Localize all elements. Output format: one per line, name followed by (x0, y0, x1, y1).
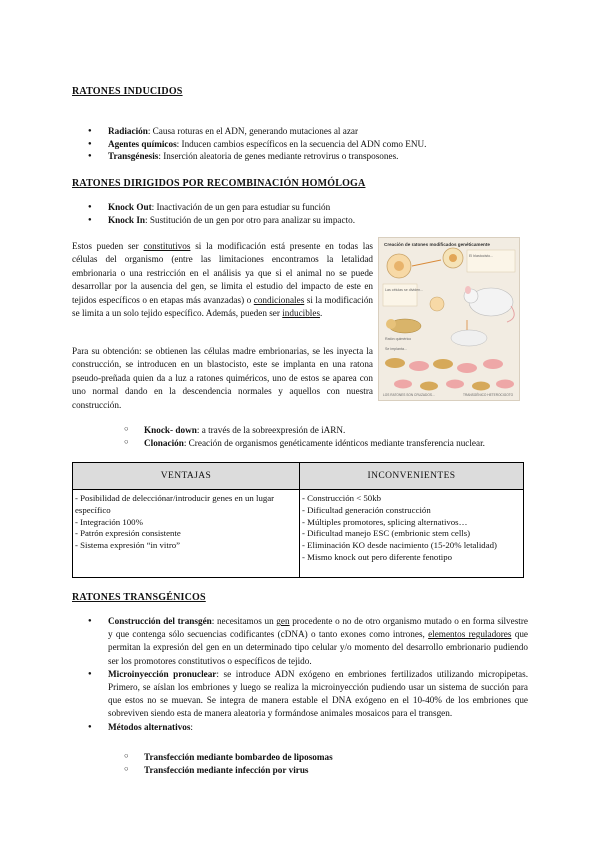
section-title-ratones-inducidos: RATONES INDUCIDOS (72, 86, 183, 97)
list-item: ● Microinyección pronuclear: se introduce ADN exógeno en embriones fertilizados utilizando micropipetas. Primero, se aíslan los embriones y luego se realiza la microinyección pudiendo usar un sistema de succión para que estos no se muevan. Se integra de manera estable el DNA exógeno en el 10-40% de los embriones que sobreviven siendo esta de manera aleatoria y formándose animales mosaicos para el transgen. (72, 668, 528, 721)
list-item: ○ Transfección mediante bombardeo de liposomas (72, 751, 532, 764)
table-cell-line: - Múltiples promotores, splicing alternativos… (302, 516, 468, 527)
list-item: ● Construcción del transgén: necesitamos un gen procedente o no de otro organismo mutado o en forma silvestre y que contenga sólo secuencias codificantes (cDNA) o tanto exones como intrones, elementos reguladores que permitan la expresión del gen en un determinado tipo celular y/o momento del desarrollo embrionario pudiendo ser los promotores constitutivos o específicos de tejido. (72, 615, 528, 668)
section-title-ratones-transgenicos: RATONES TRANSGÉNICOS (72, 592, 206, 603)
list-item: ● Radiación: Causa roturas en el ADN, generando mutaciones al azar (72, 125, 532, 138)
table-cell-line: - Integración 100% (75, 516, 143, 527)
list-item: ● Transgénesis: Inserción aleatoria de genes mediante retrovirus o transposones. (72, 150, 532, 163)
figure-label: Se implanta... (385, 347, 407, 351)
paragraph-obtencion: Para su obtención: se obtienen las células madre embrionarias, se les inyecta la construcción, se introducen en un blastocisto, este se implanta en una ratona pseudo-preñada quien da a luz a ratones quiméricos, uno de estos se aparea con uno normal dando en la descendencia normales y aquellos con nuestra construcción. (72, 346, 373, 410)
figure-caption-right: TRANSGÉNICO HETEROCIGOTO (463, 393, 514, 397)
ventajas-cell (73, 490, 300, 578)
table-cell-line: - Eliminación KO desde nacimiento (15-20% letalidad) (302, 540, 497, 551)
table-header-ventajas: VENTAJAS (73, 463, 300, 490)
list-item: ○ Knock- down: a través de la sobreexpresión de iARN. (72, 424, 532, 437)
list-item: ● Métodos alternativos: (72, 721, 528, 734)
figure-illustration (379, 238, 519, 400)
inducidos-list (72, 125, 532, 163)
table-cell-line: - Construcción < 50kb (302, 493, 381, 503)
section-title-recombinacion-homologa: RATONES DIRIGIDOS POR RECOMBINACIÓN HOMÓLOGA (72, 178, 366, 189)
list-item: ● Knock Out: Inactivación de un gen para estudiar su función (72, 201, 532, 214)
figure-mouse-creation (378, 237, 520, 401)
table-cell-line: - Mismo knock out pero diferente fenotipo (302, 551, 452, 562)
inconvenientes-cell (300, 490, 524, 578)
transgenicos-sublist (72, 751, 532, 776)
ventajas-inconvenientes-table (72, 462, 524, 578)
list-item: ● Knock In: Sustitución de un gen por otro para analizar su impacto. (72, 214, 532, 227)
transgenicos-list (72, 615, 528, 734)
table-cell-line: - Dificultad manejo ESC (embrionic stem cells) (302, 528, 471, 539)
figure-label: El blastocisto... (469, 254, 494, 258)
table-cell-line: - Posibilidad de delecciónar/introducir genes en un lugar específico (75, 493, 275, 515)
paragraph-tipos: Estos pueden ser constitutivos si la modificación está presente en todas las células del organismo (entre las limitaciones encontramos la letalidad embrionaria o una restricción en el análisis ya que si el animal no se puede desarrollar por la ausencia del gen, se limita el estudio del impacto de este en tejidos específicos o en etapas más avanzadas) o condicionales si la modificación se limita a un solo tejido específico. Además, pueden ser inducibles. (72, 241, 374, 319)
table-cell-line: - Dificultad generación construcción (302, 504, 431, 515)
figure-caption-left: LOS RATONES SON CRUZADOS... (383, 393, 435, 397)
list-item: ○ Transfección mediante infección por virus (72, 764, 532, 777)
list-item: ● Agentes químicos: Inducen cambios específicos en la secuencia del ADN como ENU. (72, 138, 532, 151)
list-item: ○ Clonación: Creación de organismos genéticamente idénticos mediante transferencia nuclear. (72, 437, 532, 450)
recombinacion-sublist (72, 424, 532, 449)
table-cell-line: - Patrón expresión consistente (75, 528, 181, 539)
recombinacion-list (72, 201, 532, 226)
table-header-inconvenientes: INCONVENIENTES (300, 463, 524, 490)
figure-label: Las células se dividen... (385, 288, 424, 292)
figure-title: Creación de ratones modificados genéticamente (384, 242, 490, 247)
figure-label: Ratón quimérico (385, 337, 412, 341)
table-cell-line: - Sistema expresión “in vitro” (75, 540, 181, 551)
